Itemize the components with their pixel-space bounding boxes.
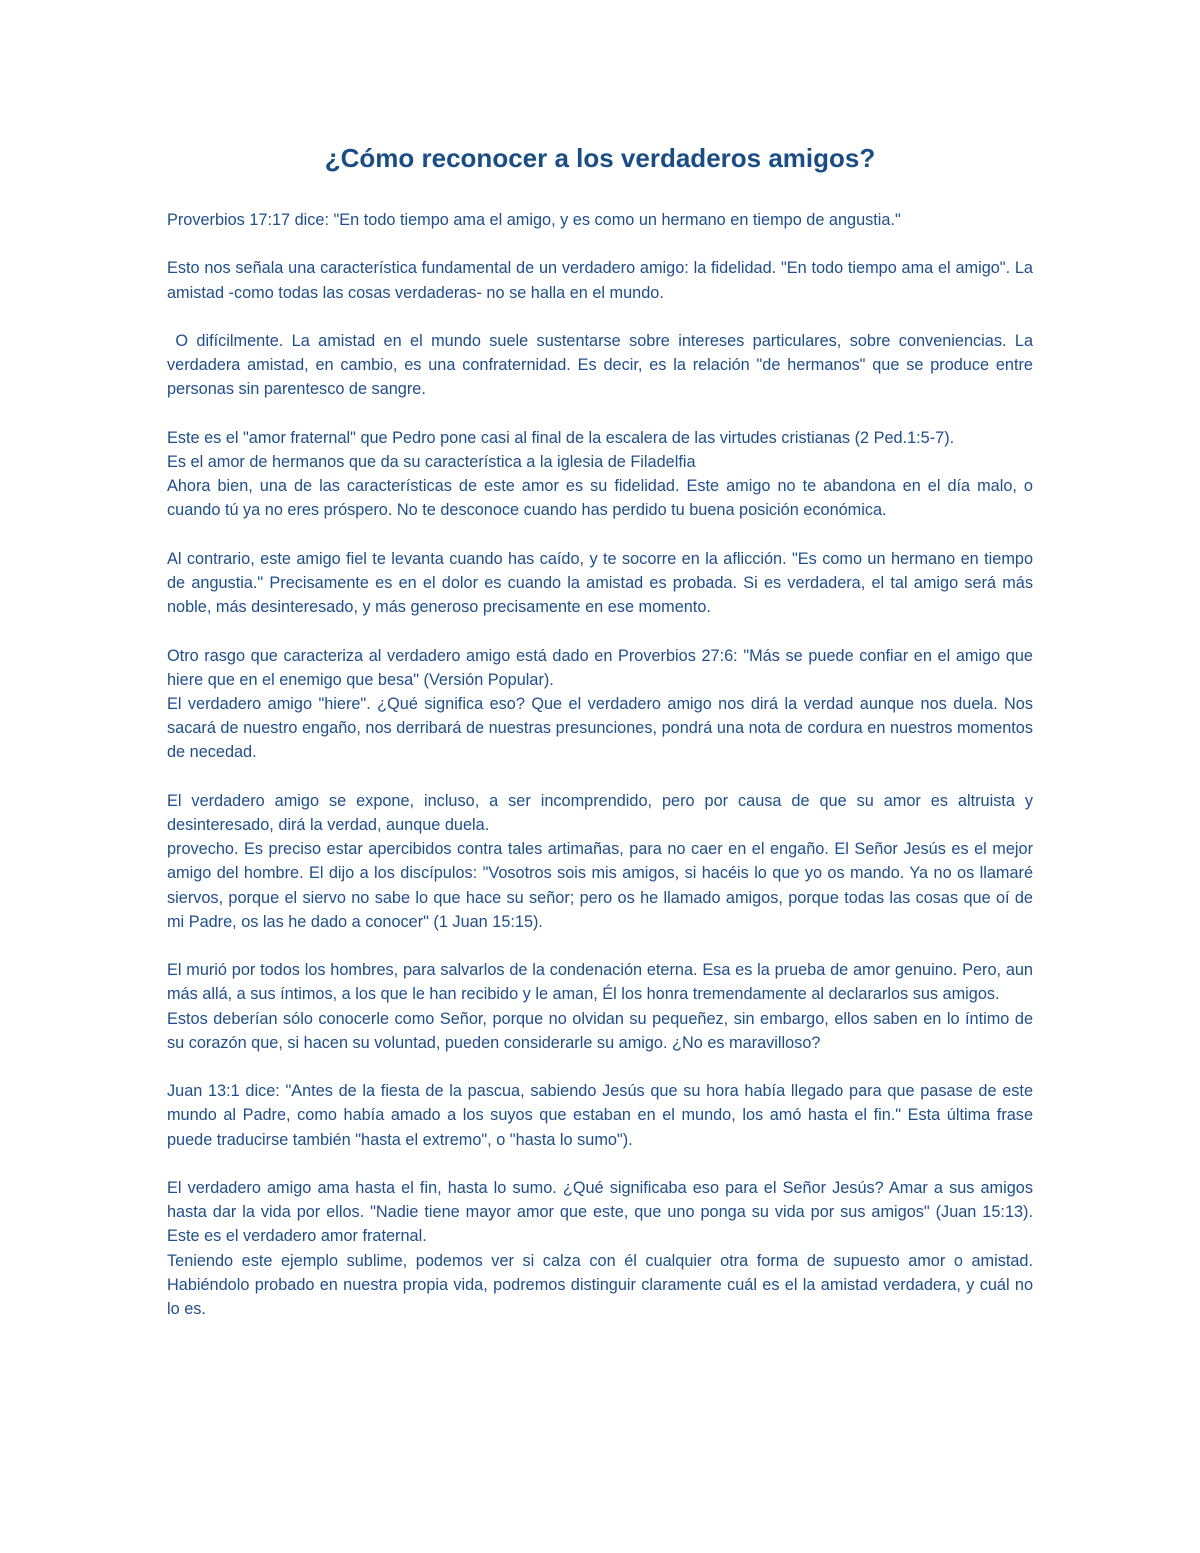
paragraph xyxy=(167,329,1038,402)
document-body xyxy=(167,208,1038,1321)
text-line: Teniendo este ejemplo sublime, podemos ver si calza con él cualquier otra forma de supuesto amor o amistad. Habiéndolo probado en nuestra propia vida, podremos distinguir claramente cuál es el la amistad verdadera, y cuál no lo es. xyxy=(167,1251,1033,1318)
text-line: Es el amor de hermanos que da su característica a la iglesia de Filadelfia xyxy=(167,452,696,471)
paragraph xyxy=(167,789,1033,934)
text-line: Estos deberían sólo conocerle como Señor, porque no olvidan su pequeñez, sin embargo, ellos saben en lo íntimo de su corazón que, si hacen su voluntad, pueden considerarle su amigo. ¿No es maravilloso? xyxy=(167,1009,1033,1052)
text-line: Proverbios 17:17 dice: "En todo tiempo ama el amigo, y es como un hermano en tiempo de angustia." xyxy=(167,211,901,229)
paragraph xyxy=(167,1176,1033,1321)
text-line: El verdadero amigo ama hasta el fin, hasta lo sumo. ¿Qué significaba eso para el Señor Jesús? Amar a sus amigos hasta dar la vida por ellos. "Nadie tiene mayor amor que este, que uno ponga su vida por sus amigos" (Juan 15:13). Este es el verdadero amor fraternal. xyxy=(167,1178,1033,1246)
text-line: Juan 13:1 dice: "Antes de la fiesta de la pascua, sabiendo Jesús que su hora había llegado para que pasase de este mundo al Padre, como había amado a los suyos que estaban en el mundo, los amó hasta el fin." Esta última frase puede traducirse también "hasta el extremo", o "hasta lo sumo"). xyxy=(167,1082,1033,1149)
text-line: Al contrario, este amigo fiel te levanta cuando has caído, y te socorre en la aflicción. "Es como un hermano en tiempo de angustia." Precisamente es en el dolor es cuando la amistad es probada. Si es verdadera, el tal amigo será más noble, más desinteresado, y más generoso precisamente en ese momento. xyxy=(167,549,1033,617)
paragraph xyxy=(167,547,1033,620)
paragraph xyxy=(167,256,1033,304)
text-line: Esto nos señala una característica fundamental de un verdadero amigo: la fidelidad. "En todo tiempo ama el amigo". La amistad -como todas las cosas verdaderas- no se halla en el mundo. xyxy=(167,259,1033,302)
text-line: provecho. Es preciso estar apercibidos contra tales artimañas, para no caer en el engaño. El Señor Jesús es el mejor amigo del hombre. El dijo a los discípulos: "Vosotros sois mis amigos, si hacéis lo que yo os mando. Ya no os llamaré siervos, porque el siervo no sabe lo que hace su señor; pero os he llamado amigos, porque todas las cosas que oí de mi Padre, os las he dado a conocer" (1 Juan 15:15). xyxy=(167,840,1033,931)
text-line: Ahora bien, una de las características de este amor es su fidelidad. Este amigo no te abandona en el día malo, o cuando tú ya no eres próspero. No te desconoce cuando has perdido tu buena posición económica. xyxy=(167,477,1033,520)
text-line: Otro rasgo que caracteriza al verdadero amigo está dado en Proverbios 27:6: "Más se puede confiar en el amigo que hiere que en el enemigo que besa" (Versión Popular). xyxy=(167,646,1033,689)
paragraph xyxy=(167,644,1033,765)
paragraph xyxy=(167,208,1033,232)
text-line: El verdadero amigo se expone, incluso, a ser incomprendido, pero por causa de que su amor es altruista y desinteresado, dirá la verdad, aunque duela. xyxy=(167,791,1033,834)
text-line: El verdadero amigo "hiere". ¿Qué significa eso? Que el verdadero amigo nos dirá la verdad aunque nos duela. Nos sacará de nuestro engaño, nos derribará de nuestras presunciones, pondrá una nota de cordura en nuestros momentos de necedad. xyxy=(167,694,1033,762)
text-line: El murió por todos los hombres, para salvarlos de la condenación eterna. Esa es la prueba de amor genuino. Pero, aun más allá, a sus íntimos, a los que le han recibido y le aman, Él los honra tremendamente al declararlos sus amigos. xyxy=(167,961,1033,1004)
text-line: O difícilmente. La amistad en el mundo suele sustentarse sobre intereses particulares, sobre conveniencias. La verdadera amistad, en cambio, es una confraternidad. Es decir, es la relación "de hermanos" que se produce entre personas sin parentesco de sangre. xyxy=(167,331,1038,399)
document-page xyxy=(167,142,1038,1345)
text-line: Este es el "amor fraternal" que Pedro pone casi al final de la escalera de las virtudes cristianas (2 Ped.1:5-7). xyxy=(167,428,955,447)
document-title: ¿Cómo reconocer a los verdaderos amigos? xyxy=(324,143,876,173)
paragraph xyxy=(167,958,1033,1055)
paragraph xyxy=(167,1079,1033,1152)
paragraph xyxy=(167,426,1033,523)
